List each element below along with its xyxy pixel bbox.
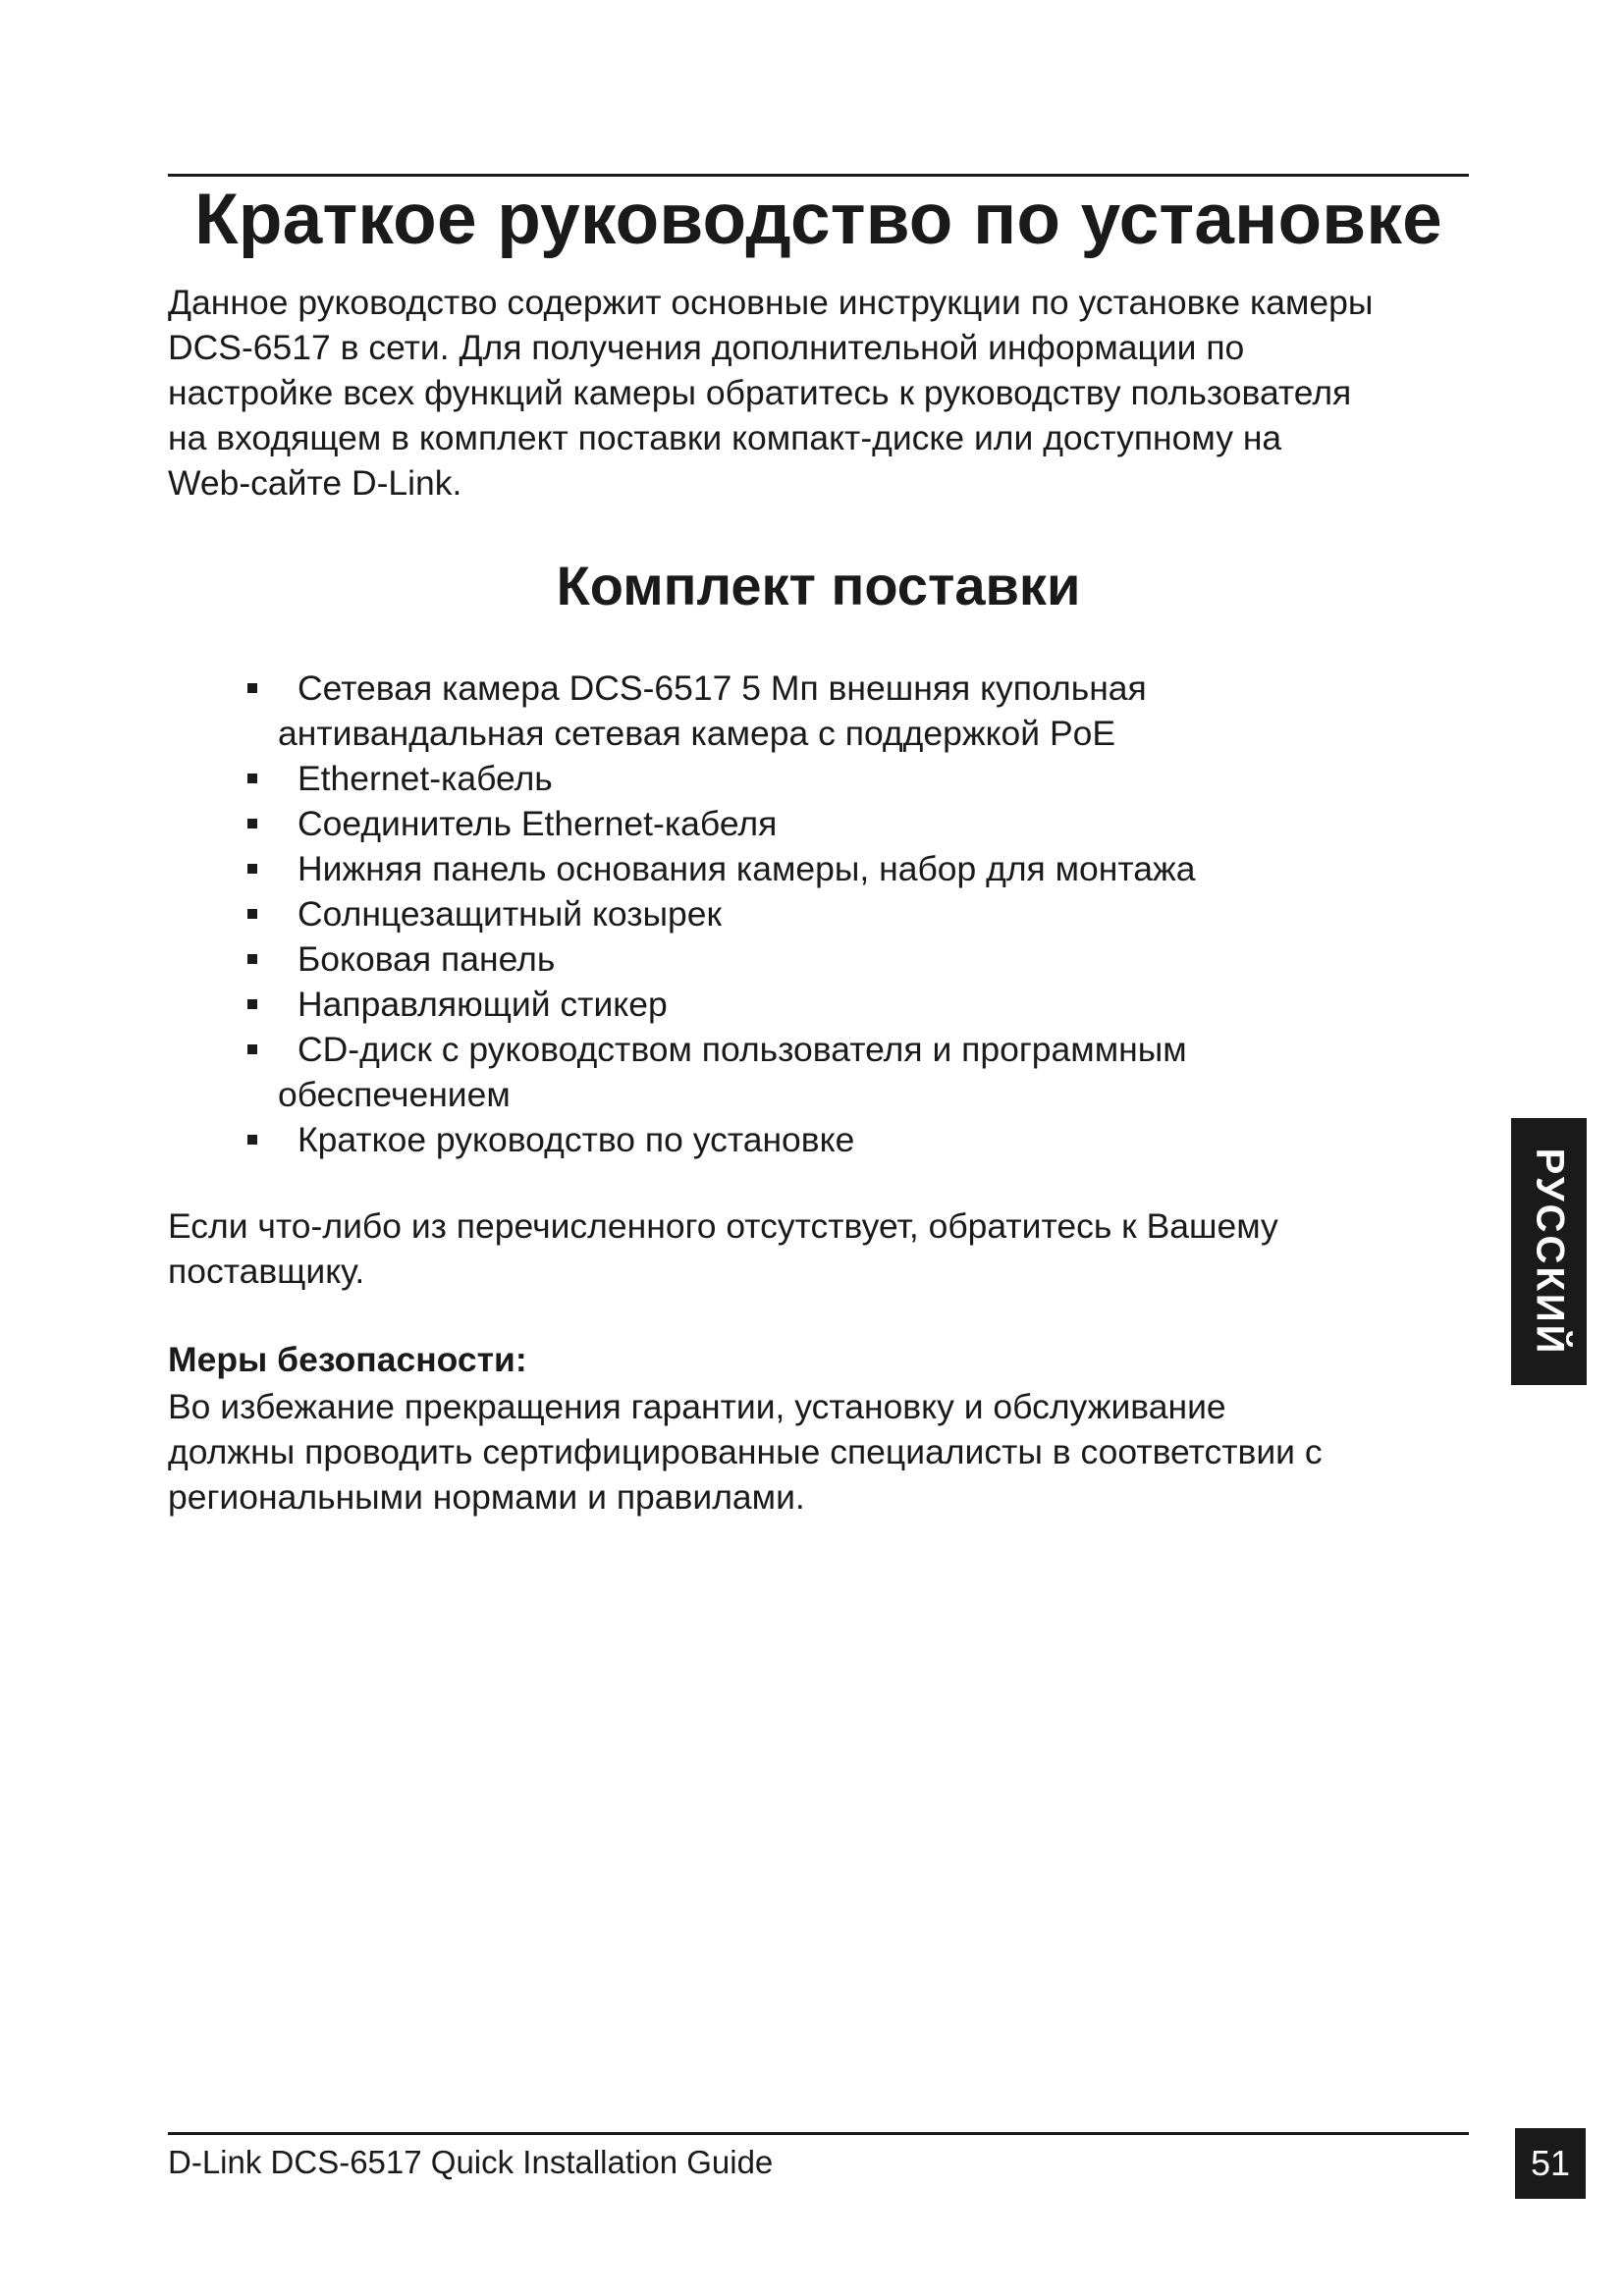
list-item (244, 801, 1373, 846)
package-contents-heading: Комплект поставки (556, 555, 1081, 616)
missing-items-paragraph (168, 1203, 1474, 1294)
list-item (244, 756, 1373, 801)
intro-line: настройке всех функций камеры обратитесь к руководству пользователя (168, 373, 1352, 412)
intro-line: Данное руководство содержит основные инструкции по установке камеры (168, 283, 1374, 322)
square-bullet-icon (247, 909, 257, 919)
list-item (244, 1027, 1373, 1117)
list-item (244, 891, 1373, 936)
square-bullet-icon (247, 954, 257, 964)
square-bullet-icon (247, 999, 257, 1009)
language-side-tab (1511, 1118, 1587, 1385)
list-item-text: Сетевая камера DCS-6517 5 Мп внешняя купольная (298, 668, 1147, 708)
square-bullet-icon (247, 864, 257, 874)
square-bullet-icon (247, 1135, 257, 1145)
safety-heading: Меры безопасности: (168, 1340, 527, 1379)
list-item (244, 846, 1373, 891)
intro-line: DCS-6517 в сети. Для получения дополнительной информации по (168, 328, 1245, 367)
square-bullet-icon (247, 683, 257, 693)
list-item-text: CD-диск с руководством пользователя и программным (298, 1030, 1187, 1069)
safety-paragraph (168, 1384, 1474, 1520)
missing-line: Если что-либо из перечисленного отсутствует, обратитесь к Вашему (168, 1206, 1278, 1246)
list-item-text: Ethernet-кабель (298, 759, 553, 798)
footer-guide-title: D-Link DCS-6517 Quick Installation Guide (168, 2144, 774, 2180)
intro-paragraph (168, 280, 1474, 506)
intro-line: на входящем в комплект поставки компакт-диске или доступному на (168, 418, 1282, 457)
square-bullet-icon (247, 774, 257, 783)
list-item-text: Боковая панель (298, 939, 556, 979)
page-number: 51 (1515, 2128, 1586, 2199)
footer-rule (168, 2132, 1469, 2135)
square-bullet-icon (247, 1044, 257, 1054)
list-item-text: Солнцезащитный козырек (298, 894, 723, 934)
list-item (244, 1117, 1373, 1162)
list-item-text: Нижняя панель основания камеры, набор для монтажа (298, 849, 1196, 888)
safety-line: региональными нормами и правилами. (168, 1477, 805, 1517)
package-contents-list (244, 666, 1373, 1162)
list-item-text-continued: обеспечением (278, 1075, 511, 1114)
safety-line: Во избежание прекращения гарантии, установку и обслуживание (168, 1387, 1226, 1426)
list-item-text: Краткое руководство по установке (298, 1120, 855, 1159)
square-bullet-icon (247, 819, 257, 828)
missing-line: поставщику. (168, 1252, 365, 1291)
list-item (244, 982, 1373, 1027)
list-item-text: Соединитель Ethernet-кабеля (298, 804, 778, 843)
list-item (244, 666, 1373, 756)
list-item (244, 936, 1373, 982)
page-title: Краткое руководство по установке (194, 180, 1442, 259)
language-tab-label: РУССКИЙ (1528, 1148, 1572, 1356)
safety-line: должны проводить сертифицированные специалисты в соответствии с (168, 1432, 1323, 1471)
list-item-text-continued: антивандальная сетевая камера с поддержкой PoE (278, 714, 1116, 753)
list-item-text: Направляющий стикер (298, 985, 668, 1024)
intro-line: Web-сайте D-Link. (168, 463, 462, 503)
